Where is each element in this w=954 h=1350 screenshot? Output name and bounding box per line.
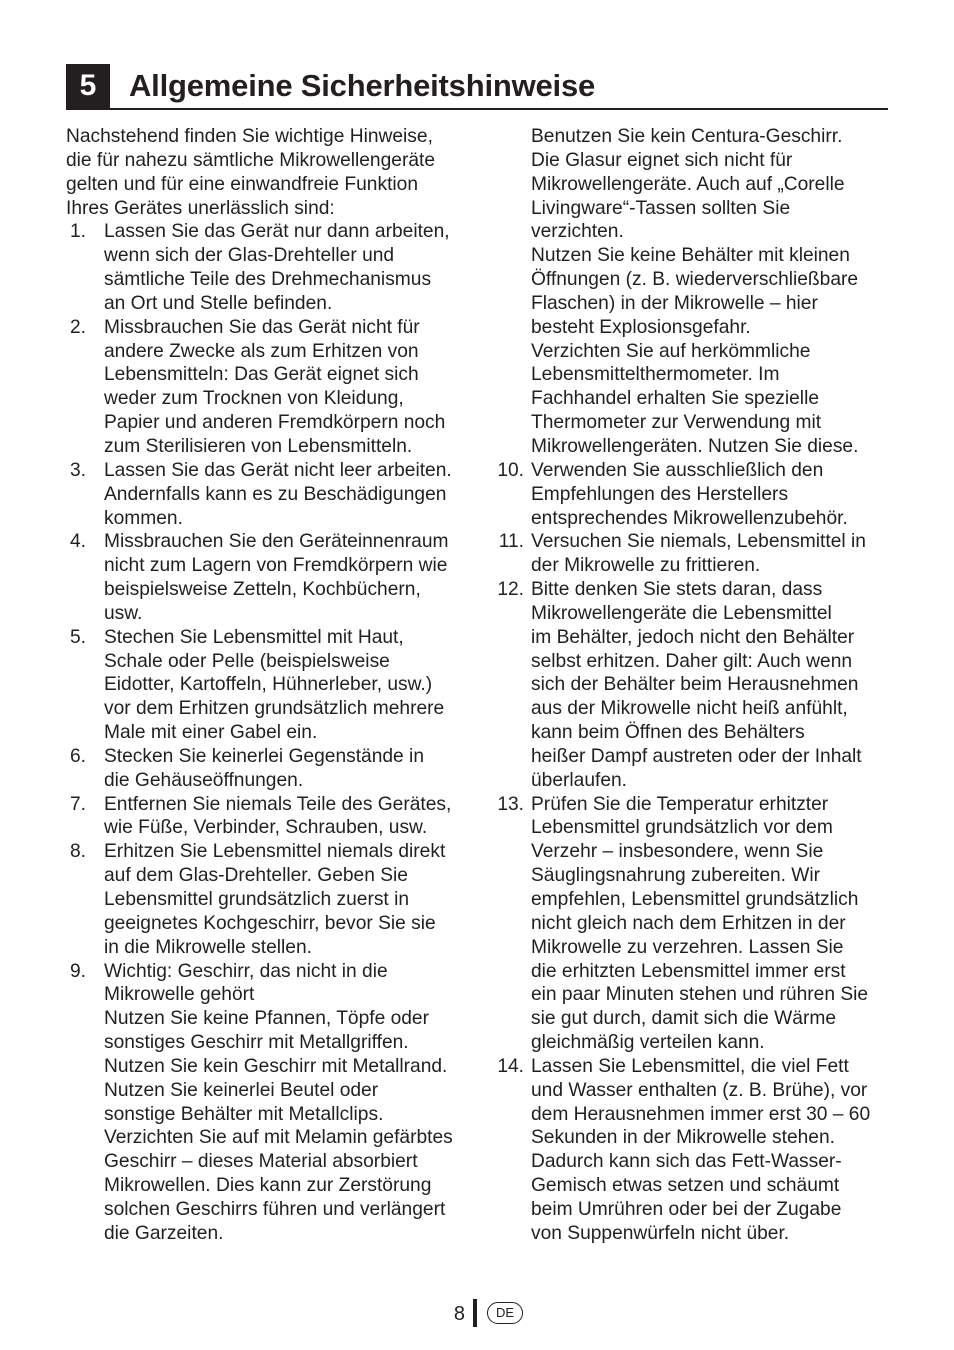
list-item-text-line: sich der Behälter beim Herausnehmen <box>531 674 859 696</box>
list-item-text-line: weder zum Trocknen von Kleidung, <box>104 388 404 410</box>
list-item <box>66 626 466 745</box>
section-title: Allgemeine Sicherheitshinweise <box>129 68 596 103</box>
list-item-text-line: Lebensmittel grundsätzlich vor dem <box>531 817 833 839</box>
continuation-text-line: Nutzen Sie keine Behälter mit kleinen <box>531 245 850 267</box>
list-item-text-line: entsprechendes Mikrowellenzubehör. <box>531 507 848 529</box>
list-item-text-line: ein paar Minuten stehen und rühren Sie <box>531 984 869 1006</box>
list-item-text-line: Gemisch etwas setzen und schäumt <box>531 1175 840 1197</box>
list-item <box>494 530 890 578</box>
list-item-text-line: empfehlen, Lebensmittel grundsätzlich <box>531 889 859 910</box>
list-item-number: 2. <box>69 316 86 338</box>
continuation-text-line: Verzichten Sie auf herkömmliche <box>531 340 811 362</box>
list-item-text-line: kann beim Öffnen des Behälters <box>531 722 805 744</box>
list-item <box>66 316 466 459</box>
continuation-text-line: Lebensmittelthermometer. Im <box>531 364 780 386</box>
list-item-text-line: Erhitzen Sie Lebensmittel niemals direkt <box>104 841 446 863</box>
continuation-text-line: Livingware“-Tassen sollten Sie <box>531 197 791 219</box>
list-item-text-line: Verzichten Sie auf mit Melamin gefärbtes <box>104 1127 453 1149</box>
list-item-text-line: Eidotter, Kartoffeln, Hühnerleber, usw.) <box>104 674 433 696</box>
list-item-number: 3. <box>69 459 86 481</box>
list-item-text-line: und Wasser enthalten (z. B. Brühe), vor <box>531 1079 868 1101</box>
section-header <box>66 64 888 110</box>
list-item <box>66 530 466 625</box>
list-item-number: 9. <box>69 960 86 982</box>
list-item-text-line: Lassen Sie Lebensmittel, die viel Fett <box>531 1055 849 1077</box>
list-item <box>66 793 466 841</box>
list-item-text-line: kommen. <box>104 507 183 529</box>
list-item-text-line: überlaufen. <box>531 769 628 791</box>
list-item-text-line: Mikrowellen. Dies kann zur Zerstörung <box>104 1175 432 1197</box>
list-item-text-line: Säuglingsnahrung zubereiten. Wir <box>531 865 821 887</box>
list-item <box>66 960 466 1246</box>
list-item-text-line: Verzehr – insbesondere, wenn Sie <box>531 841 824 863</box>
section-number-badge: 5 <box>66 64 110 108</box>
continuation-text-line: Fachhandel erhalten Sie spezielle <box>531 388 819 410</box>
list-item-text-line: Nutzen Sie keinerlei Beutel oder <box>104 1079 379 1101</box>
intro-line: Nachstehend finden Sie wichtige Hinweise, <box>66 126 433 147</box>
list-item <box>66 745 466 793</box>
left-column <box>66 125 466 1246</box>
list-item-number: 1. <box>69 221 86 243</box>
list-item-number: 8. <box>69 841 86 863</box>
language-badge: DE <box>487 1302 523 1324</box>
safety-list-right <box>494 459 890 1246</box>
list-item-text-line: Mikrowellengeräte die Lebensmittel <box>531 602 832 624</box>
list-item-text-line: die erhitzten Lebensmittel immer erst <box>531 960 846 982</box>
list-item-text-line: nicht zum Lagern von Fremdkörpern wie <box>104 555 448 577</box>
continuation-text-line: Flaschen) in der Mikrowelle – hier <box>531 292 818 314</box>
list-item-text-line: Wichtig: Geschirr, das nicht in die <box>104 960 388 982</box>
list-item <box>494 578 890 793</box>
footer-divider <box>473 1299 477 1327</box>
list-item-text-line: usw. <box>104 602 143 624</box>
safety-list-left <box>66 220 466 1245</box>
list-item-text-line: heißer Dampf austreten oder der Inhalt <box>531 745 862 767</box>
list-item-text-line: solchen Geschirrs führen und verlängert <box>104 1198 446 1220</box>
list-item-number: 6. <box>69 745 86 767</box>
continuation-text-line: Benutzen Sie kein Centura-Geschirr. <box>531 126 843 147</box>
list-item-number: 10. <box>497 459 524 481</box>
list-item-text-line: Lassen Sie das Gerät nur dann arbeiten, <box>104 221 450 243</box>
list-item-text-line: Male mit einer Gabel ein. <box>104 722 318 744</box>
list-item-text-line: Bitte denken Sie stets daran, dass <box>531 579 823 601</box>
list-item-text-line: die Gehäuseöffnungen. <box>104 769 304 791</box>
list-item-text-line: Andernfalls kann es zu Beschädigungen <box>104 483 447 505</box>
list-item <box>66 840 466 959</box>
list-item-text-line: zum Sterilisieren von Lebensmitteln. <box>104 435 413 457</box>
intro-line: die für nahezu sämtliche Mikrowellengeräte <box>66 149 436 171</box>
intro-paragraph <box>66 125 466 220</box>
list-item-text-line: Dadurch kann sich das Fett-Wasser- <box>531 1151 842 1173</box>
page-footer <box>0 1298 954 1332</box>
list-item-text-line: Schale oder Pelle (beispielsweise <box>104 650 390 672</box>
list-item-text-line: der Mikrowelle zu frittieren. <box>531 555 761 577</box>
list-item-text-line: von Suppenwürfeln nicht über. <box>531 1222 790 1244</box>
list-item-text-line: vor dem Erhitzen grundsätzlich mehrere <box>104 698 445 720</box>
list-item-number: 12. <box>497 579 524 601</box>
list-item-text-line: Lebensmitteln: Das Gerät eignet sich <box>104 364 419 386</box>
list-item-text-line: im Behälter, jedoch nicht den Behälter <box>531 626 855 648</box>
list-item-text-line: andere Zwecke als zum Erhitzen von <box>104 340 419 362</box>
list-item-text-line: beispielsweise Zetteln, Kochbüchern, <box>104 579 421 601</box>
list-item-text-line: Mikrowelle gehört <box>104 984 255 1006</box>
continuation-text-line: Mikrowellengeräten. Nutzen Sie diese. <box>531 435 859 457</box>
continuation-text-line: Öffnungen (z. B. wiederverschließbare <box>531 269 859 291</box>
list-item-text-line: Missbrauchen Sie das Gerät nicht für <box>104 316 420 338</box>
list-item-text-line: die Garzeiten. <box>104 1222 224 1244</box>
list-item-text-line: Sekunden in der Mikrowelle stehen. <box>531 1127 835 1149</box>
continuation-text-line: Mikrowellengeräte. Auch auf „Corelle <box>531 173 845 195</box>
list-item-number: 7. <box>69 793 86 815</box>
list-item-number: 13. <box>497 793 524 815</box>
list-item <box>494 1055 890 1246</box>
list-item-text-line: nicht gleich nach dem Erhitzen in der <box>531 912 846 934</box>
continuation-text-line: Die Glasur eignet sich nicht für <box>531 149 793 171</box>
list-item-text-line: Versuchen Sie niemals, Lebensmittel in <box>531 531 866 553</box>
list-item-text-line: Entfernen Sie niemals Teile des Gerätes, <box>104 793 452 815</box>
list-item-text-line: Missbrauchen Sie den Geräteinnenraum <box>104 531 449 553</box>
list-item-text-line: Empfehlungen des Herstellers <box>531 483 789 505</box>
list-item <box>494 793 890 1055</box>
list-item-text-line: in die Mikrowelle stellen. <box>104 936 312 958</box>
list-item-text-line: aus der Mikrowelle nicht heiß anfühlt, <box>531 698 848 720</box>
list-item-text-line: Lassen Sie das Gerät nicht leer arbeiten. <box>104 459 452 481</box>
list-item-text-line: Stechen Sie Lebensmittel mit Haut, <box>104 626 404 648</box>
list-item-text-line: an Ort und Stelle befinden. <box>104 292 333 314</box>
intro-line: gelten und für eine einwandfreie Funktion <box>66 173 419 195</box>
list-item-text-line: dem Herausnehmen immer erst 30 – 60 <box>531 1103 871 1125</box>
list-item-number: 14. <box>497 1055 524 1077</box>
list-item-text-line: Geschirr – dieses Material absorbiert <box>104 1151 418 1173</box>
list-item-text-line: wenn sich der Glas-Drehteller und <box>104 245 395 267</box>
list-item-text-line: Nutzen Sie kein Geschirr mit Metallrand. <box>104 1055 448 1077</box>
list-item-text-line: Mikrowelle zu verzehren. Lassen Sie <box>531 936 844 958</box>
list-item-text-line: Prüfen Sie die Temperatur erhitzter <box>531 793 829 815</box>
list-item-text-line: sämtliche Teile des Drehmechanismus <box>104 269 432 291</box>
list-item-text-line: sonstige Behälter mit Metallclips. <box>104 1103 384 1125</box>
page-number: 8 <box>453 1303 465 1325</box>
list-item-number: 4. <box>69 531 86 553</box>
list-item-text-line: Lebensmittel grundsätzlich zuerst in <box>104 889 410 910</box>
continuation-text-line: Thermometer zur Verwendung mit <box>531 412 822 434</box>
list-item-text-line: Nutzen Sie keine Pfannen, Töpfe oder <box>104 1008 429 1030</box>
list-item-text-line: beim Umrühren oder bei der Zugabe <box>531 1198 842 1220</box>
intro-line: Ihres Gerätes unerlässlich sind: <box>66 197 335 219</box>
list-item <box>66 459 466 531</box>
list-item-text-line: Stecken Sie keinerlei Gegenstände in <box>104 745 424 767</box>
right-column <box>494 125 890 1246</box>
list-item-text-line: sonstiges Geschirr mit Metallgriffen. <box>104 1032 409 1054</box>
item-9-continuation <box>494 125 890 459</box>
continuation-text-line: verzichten. <box>531 221 624 243</box>
list-item <box>66 220 466 315</box>
list-item <box>494 459 890 531</box>
list-item-text-line: Papier und anderen Fremdkörpern noch <box>104 412 446 434</box>
list-item-number: 11. <box>498 531 524 553</box>
list-item-text-line: geeignetes Kochgeschirr, bevor Sie sie <box>104 912 436 934</box>
list-item-number: 5. <box>69 626 86 648</box>
list-item-text-line: sie gut durch, damit sich die Wärme <box>531 1008 836 1030</box>
list-item-text-line: Verwenden Sie ausschließlich den <box>531 459 824 481</box>
list-item-text-line: selbst erhitzen. Daher gilt: Auch wenn <box>531 650 853 672</box>
list-item-text-line: wie Füße, Verbinder, Schrauben, usw. <box>104 817 428 839</box>
continuation-text-line: besteht Explosionsgefahr. <box>531 316 751 338</box>
list-item-text-line: auf dem Glas-Drehteller. Geben Sie <box>104 865 408 887</box>
list-item-text-line: gleichmäßig verteilen kann. <box>531 1032 765 1054</box>
